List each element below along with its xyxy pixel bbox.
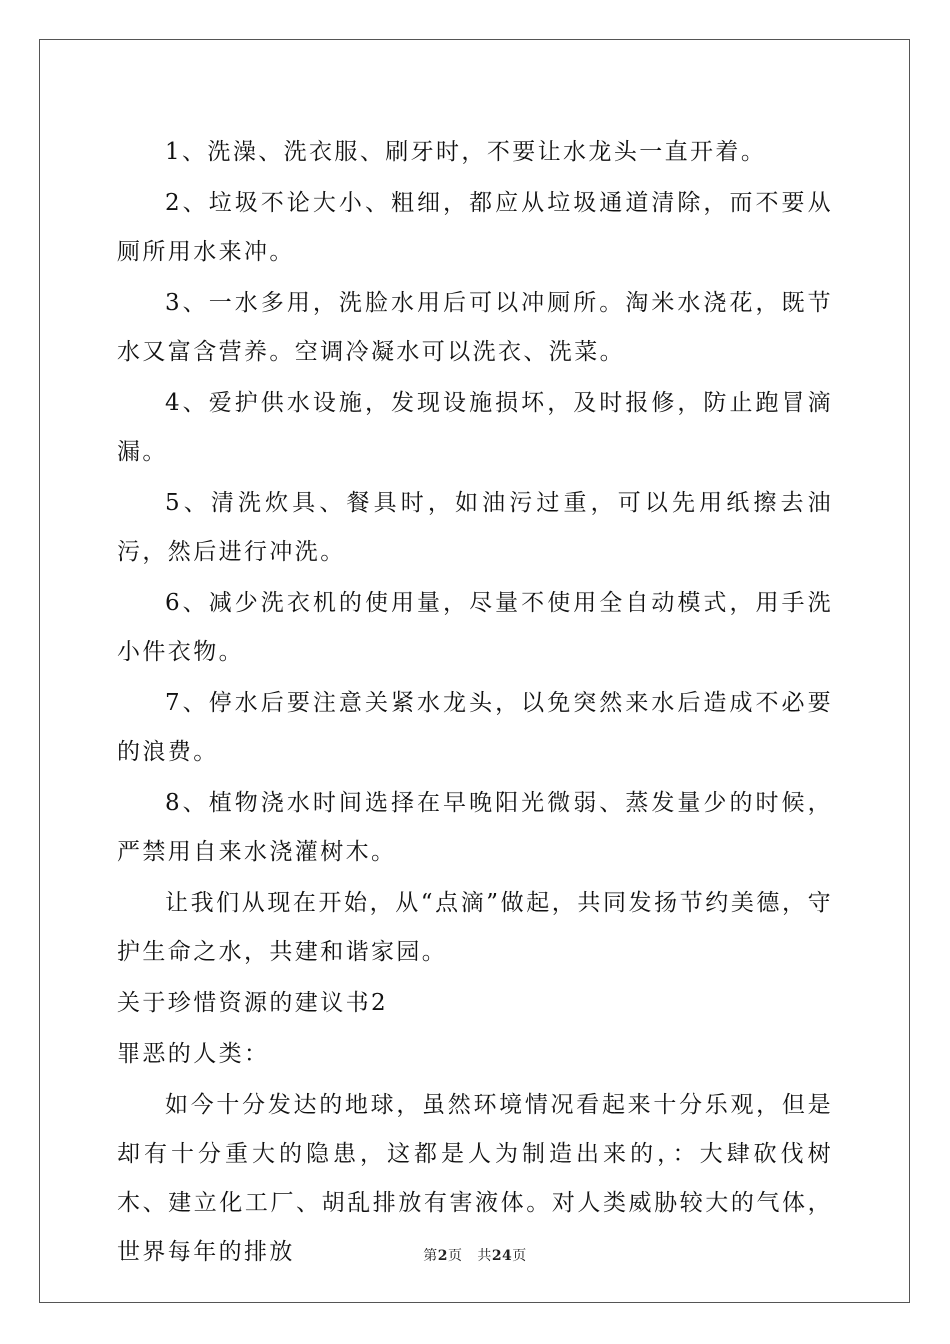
footer-page-number: 2: [437, 1248, 448, 1264]
paragraph-1: 1、洗澡、洗衣服、刷牙时，不要让水龙头一直开着。: [165, 139, 767, 165]
paragraph-3: 3、一水多用，洗脸水用后可以冲厕所。淘米水浇花，既节水又富含营养。空调冷凝水可以洗衣、洗菜。: [117, 290, 833, 365]
paragraph-8: 8、植物浇水时间选择在早晚阳光微弱、蒸发量少的时候，严禁用自来水浇灌树木。: [117, 790, 833, 865]
footer-page-unit: 页: [447, 1248, 463, 1264]
salutation: 罪恶的人类：: [117, 1041, 270, 1067]
paragraph-closing: 让我们从现在开始，从“点滴”做起，共同发扬节约美德，守护生命之水，共建和谐家园。: [117, 890, 833, 965]
paragraph-5: 5、清洗炊具、餐具时，如油污过重，可以先用纸擦去油污，然后进行冲洗。: [117, 490, 833, 565]
paragraph-4: 4、爱护供水设施，发现设施损坏，及时报修，防止跑冒滴漏。: [117, 390, 833, 465]
page-footer: [0, 1245, 950, 1265]
footer-total-prefix: 共: [477, 1248, 492, 1264]
footer-total-pages: 24: [491, 1248, 513, 1264]
paragraph-2: 2、垃圾不论大小、粗细，都应从垃圾通道清除，而不要从厕所用水来冲。: [117, 190, 833, 265]
paragraph-7: 7、停水后要注意关紧水龙头，以免突然来水后造成不必要的浪费。: [117, 690, 833, 765]
section-heading: 关于珍惜资源的建议书2: [117, 990, 389, 1016]
paragraph-body: 如今十分发达的地球，虽然环境情况看起来十分乐观，但是却有十分重大的隐患，这都是人为制造出来的，：大肆砍伐树木、建立化工厂、胡乱排放有害液体。对人类威胁较大的气体，世界每年的排放: [117, 1092, 833, 1265]
document-body: [117, 128, 833, 1279]
footer-total-unit: 页: [512, 1248, 527, 1264]
paragraph-6: 6、减少洗衣机的使用量，尽量不使用全自动模式，用手洗小件衣物。: [117, 590, 833, 665]
footer-page-prefix: 第: [423, 1248, 438, 1264]
